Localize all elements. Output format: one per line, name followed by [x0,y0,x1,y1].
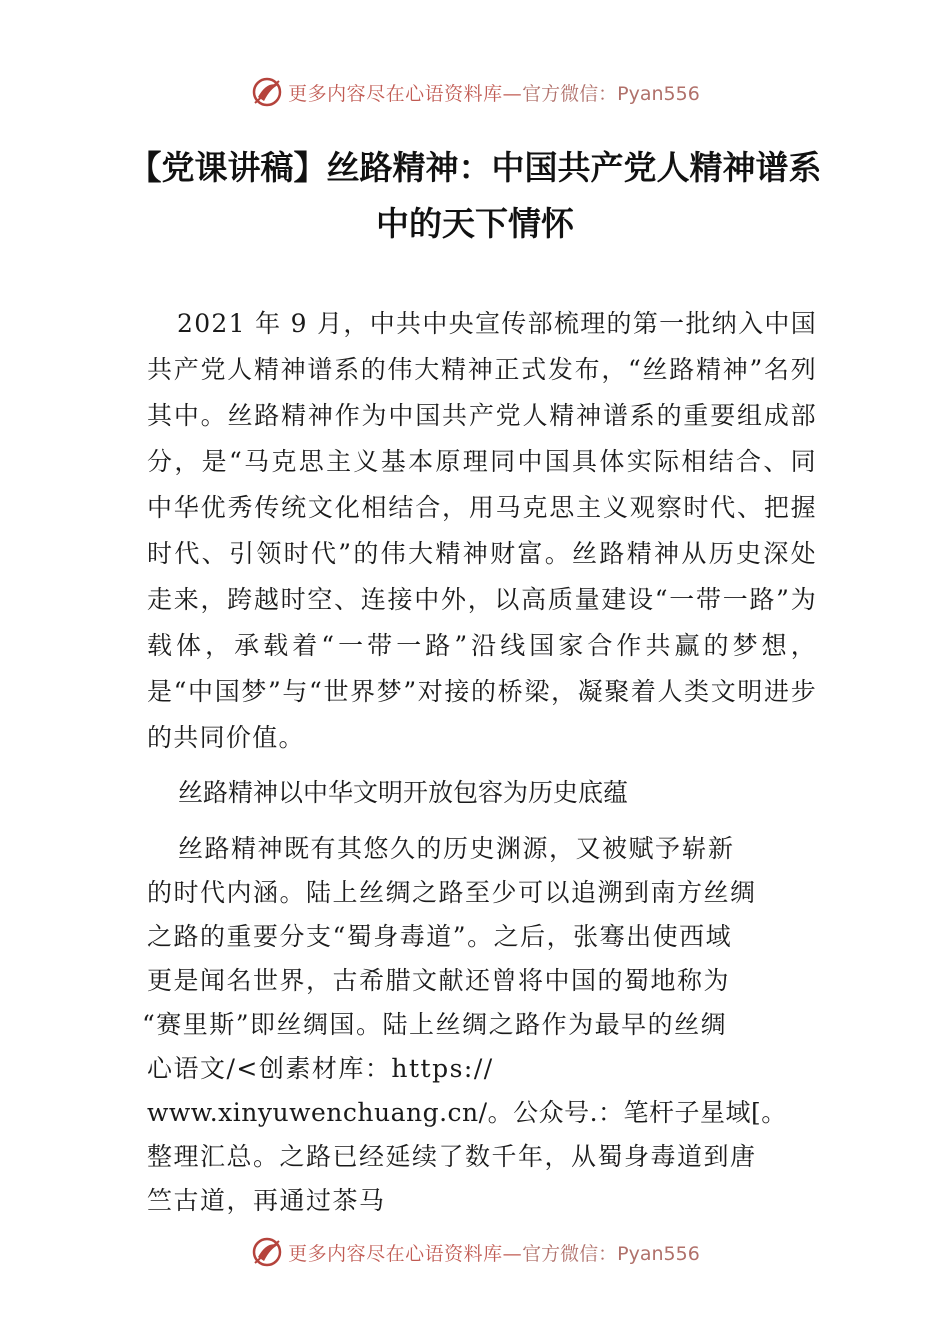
header-banner [0,72,950,112]
section-line: “赛里斯”即丝绸国。陆上丝绸之路作为最早的丝绸 [142,1010,728,1039]
brand-logo-icon [250,75,284,109]
banner-text: 更多内容尽在心语资料库— [288,1242,523,1265]
page-title: 【党课讲稿】丝路精神：中国共产党人精神谱系中的天下情怀 [128,148,822,243]
section-line: 整理汇总。之路已经延续了数千年，从蜀身毒道到唐 [147,1142,757,1171]
intro-paragraph: 2021 年 9 月，中共中央宣传部梳理的第一批纳入中国共产党人精神谱系的伟大精神正式发布，“丝路精神”名列其中。丝路精神作为中国共产党人精神谱系的重要组成部分，是“马克思主义基本原理同中国具体实际相结合、同中华优秀传统文化相结合，用马克思主义观察时代、把握时代、引领时代”的伟大精神财富。丝路精神从历史深处走来，跨越时空、连接中外，以高质量建设“一带一路”为载体，承载着“一带一路”沿线国家合作共赢的梦想，是“中国梦”与“世界梦”对接的桥梁，凝聚着人类文明进步的共同价值。 [147,309,817,752]
section-line: 之路的重要分支“蜀身毒道”。之后，张骞出使西域 [147,922,733,951]
section-line: www.xinyuwenchuang.cn/。公众号.：笔杆子星域[。 [147,1098,787,1127]
section-line: 的时代内涵。陆上丝绸之路至少可以追溯到南方丝绸 [147,878,757,907]
banner-text: 更多内容尽在心语资料库— [288,82,523,105]
brand-logo-icon [250,1235,284,1269]
section-line: 丝路精神既有其悠久的历史渊源，又被赋予崭新 [178,834,735,863]
banner-wechat: 官方微信：Pyan556 [522,1242,700,1265]
banner-wechat: 官方微信：Pyan556 [522,82,700,105]
footer-banner [0,1232,950,1272]
section-line: 心语文/<创素材库：https:// [147,1054,494,1083]
section-line: 更是闻名世界，古希腊文献还曾将中国的蜀地称为 [147,966,731,995]
section-line: 竺古道，再通过茶马 [147,1186,386,1215]
section-heading: 丝路精神以中华文明开放包容为历史底蕴 [178,778,629,807]
